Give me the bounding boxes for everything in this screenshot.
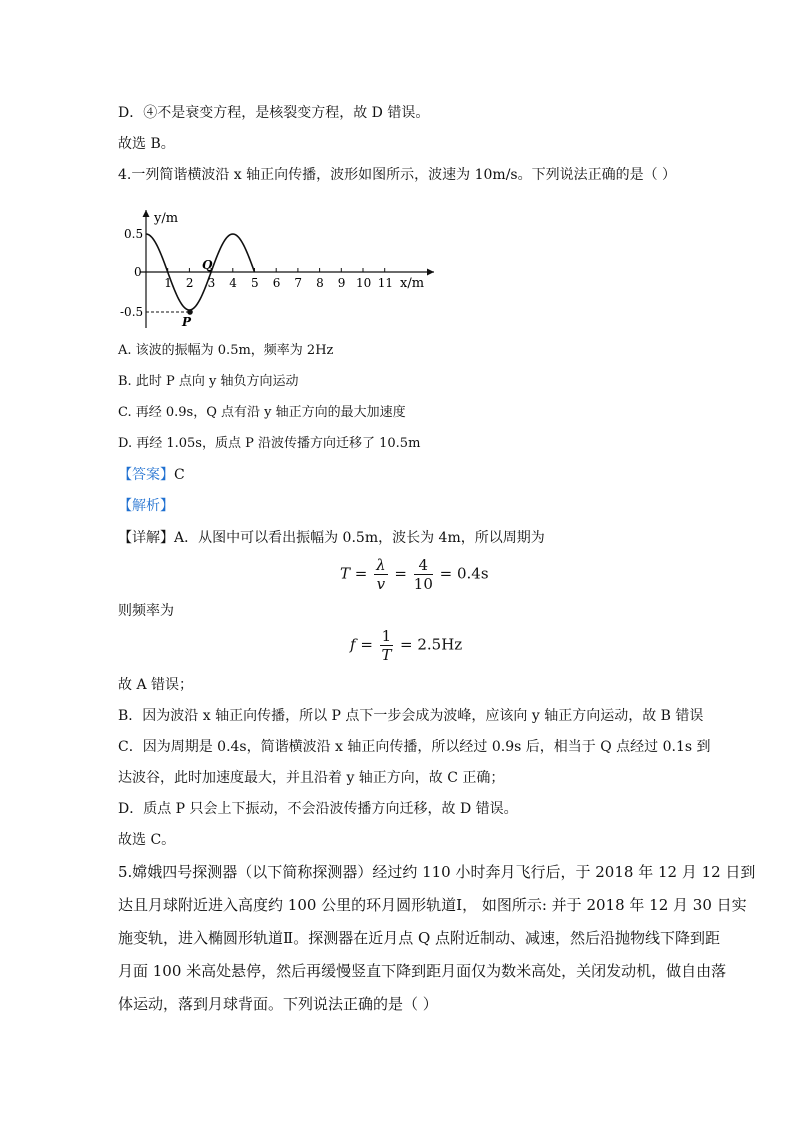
detail-c-1: C．因为周期是 0.4s，简谐横波沿 x 轴正向传播，所以经过 0.9s 后，相当于 Q 点经过 0.1s 到 <box>118 739 711 755</box>
x-tick-label: 4 <box>229 276 237 290</box>
x-tick-label: 7 <box>294 276 303 290</box>
x-tick-label: 6 <box>272 276 281 290</box>
option-d: D. 再经 1.05s，质点 P 沿波传播方向迁移了 10.5m <box>118 436 421 451</box>
option-b: B. 此时 P 点向 y 轴负方向运动 <box>118 374 299 389</box>
x-axis-label: x/m <box>400 276 425 291</box>
point-p-label: P <box>182 315 192 329</box>
x-tick-label: 10 <box>356 276 372 290</box>
question-5-line-1: 5.嫦娥四号探测器（以下简称探测器）经过约 110 小时奔月飞行后，于 2018 年 12 月 12 日到 <box>118 863 756 881</box>
x-tick-label: 5 <box>251 276 259 290</box>
option-a: A. 该波的振幅为 0.5m，频率为 2Hz <box>118 343 334 358</box>
point-p-marker <box>187 309 193 315</box>
analysis-tag: 【解析】 <box>118 498 174 514</box>
formula-period: T = $\frac{\lambda}{v}$ = $\frac{4}{10}$ = 0.4s <box>340 556 489 593</box>
question-5-line-3: 施变轨，进入椭圆形轨道Ⅱ。探测器在近月点 Q 点附近制动、减速，然后沿抛物线下降到距 <box>118 929 721 947</box>
question-5-line-2: 达且月球附近进入高度约 100 公里的环月圆形轨道Ⅰ， 如图所示: 并于 2018 年 12 月 30 日实 <box>118 896 747 914</box>
detail-a: 【详解】A．从图中可以看出振幅为 0.5m，波长为 4m，所以周期为 <box>118 530 545 546</box>
x-tick-label: 3 <box>207 276 216 290</box>
answer-line <box>118 465 185 485</box>
then-frequency: 则频率为 <box>118 603 174 619</box>
detail-d: D．质点 P 只会上下振动，不会沿波传播方向迁移，故 D 错误。 <box>118 801 518 817</box>
answer-value: C <box>174 467 185 483</box>
x-tick-label: 2 <box>185 276 194 290</box>
point-q-label: Q <box>202 258 213 272</box>
formula-frequency: f = $\frac{1}{T}$ = 2.5Hz <box>350 627 463 664</box>
x-tick-label: 11 <box>377 276 393 290</box>
x-tick-label: 1 <box>164 276 172 290</box>
detail-c-2: 达波谷，此时加速度最大，并且沿着 y 轴正方向，故 C 正确； <box>118 770 505 786</box>
x-tick-label: 8 <box>316 276 324 290</box>
detail-b: B．因为波沿 x 轴正向传播，所以 P 点下一步会成为波峰，应该向 y 轴正方向运动，故 B 错误 <box>118 708 704 724</box>
choose-prev: 故选 B。 <box>118 136 175 152</box>
question-5-line-5: 体运动，落到月球背面。下列说法正确的是（ ） <box>118 995 438 1013</box>
answer-tag: 【答案】 <box>118 467 174 483</box>
y-tick-0: 0 <box>134 265 142 279</box>
y-tick-neg05: -0.5 <box>120 305 144 319</box>
a-wrong: 故 A 错误； <box>118 677 194 693</box>
x-tick-label: 9 <box>337 276 346 290</box>
question-4: 4.一列简谐横波沿 x 轴正向传播，波形如图所示，波速为 10m/s。下列说法正确的是（ ） <box>118 167 677 183</box>
option-c: C. 再经 0.9s，Q 点有沿 y 轴正方向的最大加速度 <box>118 405 406 420</box>
d-option-prev: D．④不是衰变方程，是核裂变方程，故 D 错误。 <box>118 105 430 121</box>
y-axis-label: y/m <box>154 211 179 226</box>
wave-figure <box>118 200 448 335</box>
question-5-line-4: 月面 100 米高处悬停，然后再缓慢竖直下降到距月面仅为数米高处，关闭发动机，做自由落 <box>118 962 727 980</box>
y-tick-05: 0.5 <box>124 227 144 241</box>
choose-c: 故选 C。 <box>118 832 176 848</box>
